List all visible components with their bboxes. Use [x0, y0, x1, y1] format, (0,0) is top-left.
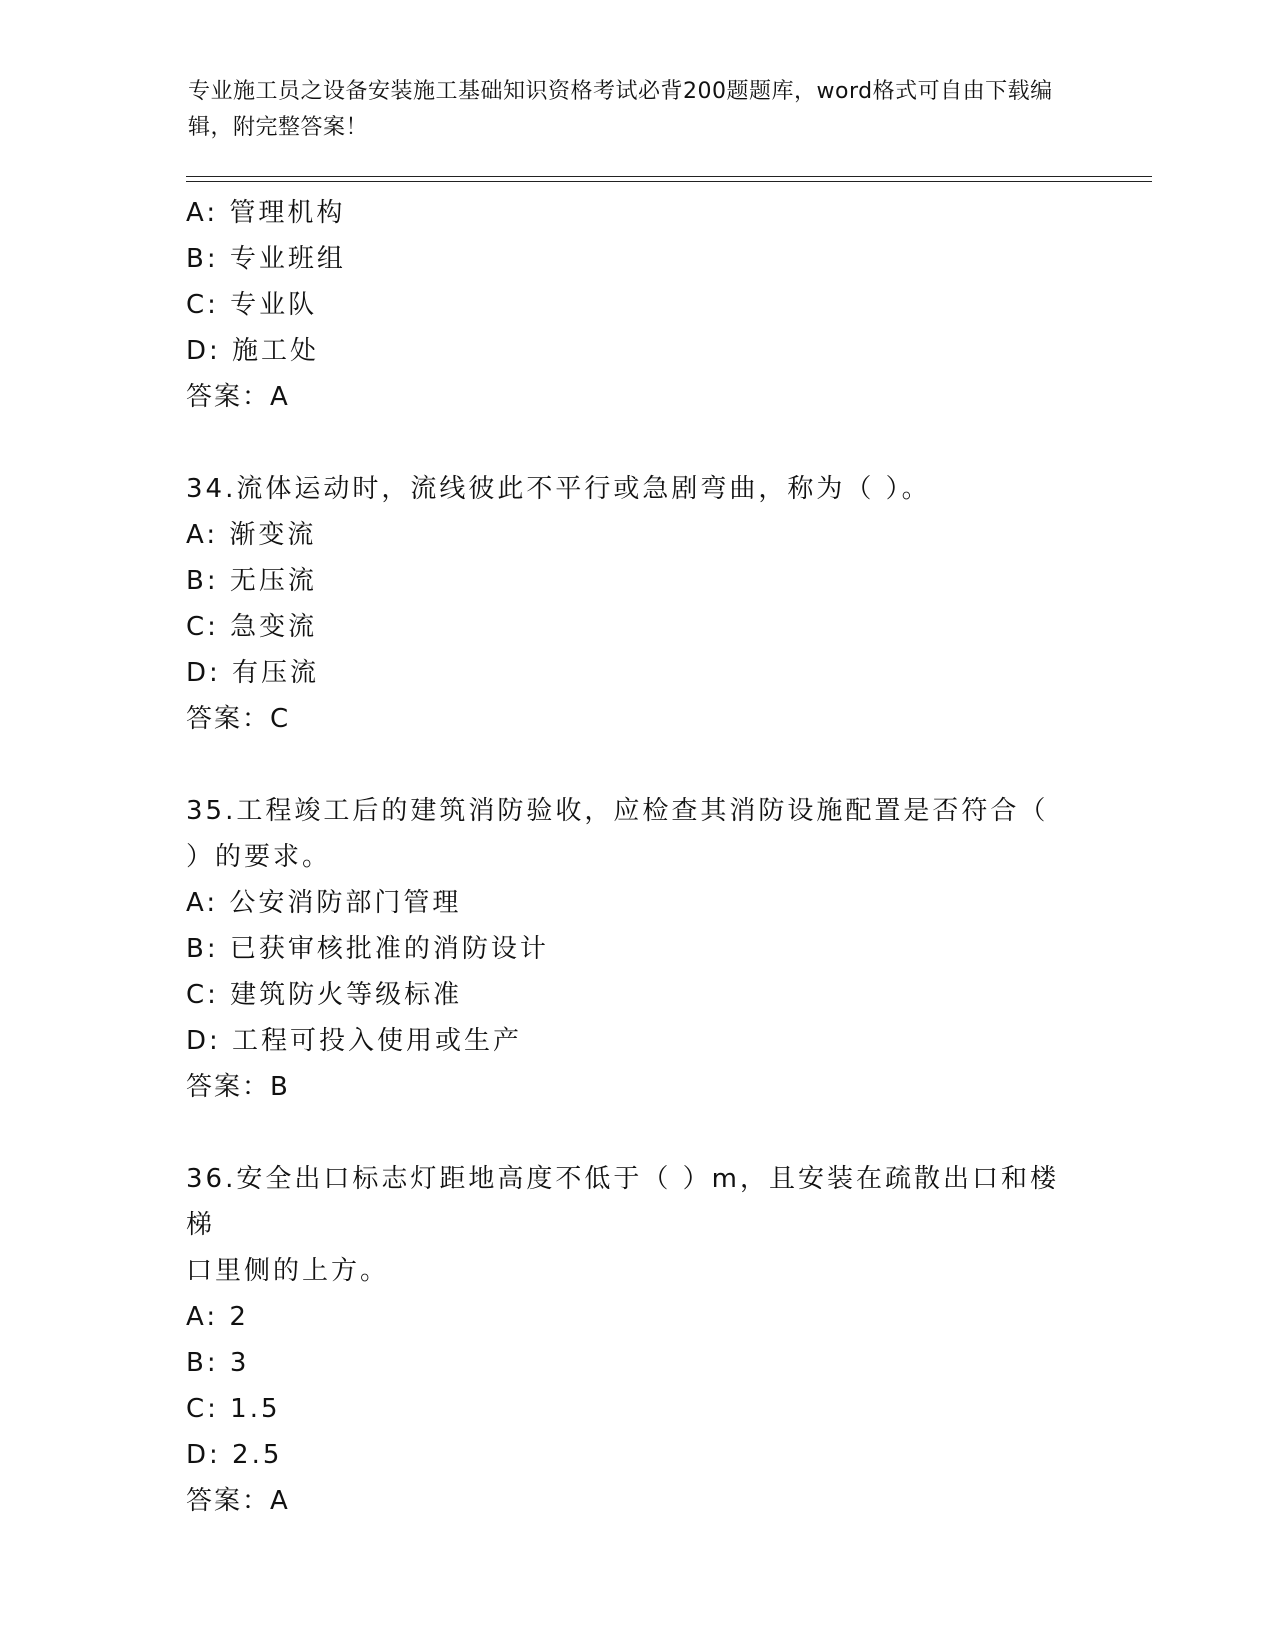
question-stem-line-2: ）的要求。 [186, 842, 332, 872]
question-stem-line-2: 口里侧的上方。 [186, 1256, 390, 1286]
option-c: C: 建筑防火等级标准 [186, 980, 463, 1010]
option-a: A: 管理机构 [186, 198, 346, 228]
option-b: B: 无压流 [186, 566, 317, 596]
answer-line: 答案：A [186, 382, 290, 412]
option-c: C: 专业队 [186, 290, 318, 320]
option-c: C: 1.5 [186, 1394, 281, 1424]
option-a: A: 公安消防部门管理 [186, 888, 462, 918]
option-c: C: 急变流 [186, 612, 318, 642]
question-36 [186, 1156, 1086, 1524]
spacer [186, 420, 1086, 466]
answer-line: 答案：B [186, 1072, 290, 1102]
option-d: D: 施工处 [186, 336, 320, 366]
document-header: 专业施工员之设备安装施工基础知识资格考试必背200题题库，word格式可自由下载编辑，附完整答案！ [188, 79, 1053, 140]
spacer [186, 742, 1086, 788]
option-a: A: 2 [186, 1302, 249, 1332]
spacer [186, 1110, 1086, 1156]
option-d: D: 2.5 [186, 1440, 283, 1470]
option-b: B: 3 [186, 1348, 250, 1378]
header-divider-bottom [186, 181, 1152, 182]
option-d: D: 有压流 [186, 658, 320, 688]
answer-line: 答案：C [186, 704, 291, 734]
option-b: B: 专业班组 [186, 244, 346, 274]
header-divider-top [186, 176, 1152, 177]
question-list [186, 190, 1086, 1524]
question-stem-line-1: 35.工程竣工后的建筑消防验收，应检查其消防设施配置是否符合（ [186, 796, 1049, 826]
option-a: A: 渐变流 [186, 520, 317, 550]
answer-line: 答案：A [186, 1486, 290, 1516]
question-34 [186, 466, 1086, 742]
question-stem: 34.流体运动时，流线彼此不平行或急剧弯曲，称为（ ）。 [186, 474, 931, 504]
question-35 [186, 788, 1086, 1110]
question-stem-line-1: 36.安全出口标志灯距地高度不低于（ ）m，且安装在疏散出口和楼梯 [186, 1164, 1059, 1240]
option-b: B: 已获审核批准的消防设计 [186, 934, 549, 964]
question-33 [186, 190, 1086, 420]
option-d: D: 工程可投入使用或生产 [186, 1026, 523, 1056]
